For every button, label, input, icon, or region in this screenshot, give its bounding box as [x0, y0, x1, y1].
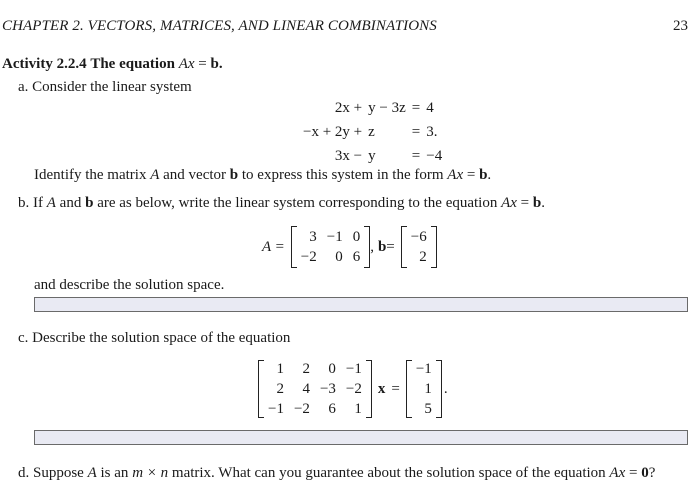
part-d-end: ? — [648, 465, 656, 481]
activity-title — [2, 56, 223, 73]
matrix-cell: 6 — [328, 401, 336, 417]
part-d-text: Suppose — [33, 465, 88, 481]
vector-cell: −6 — [410, 229, 427, 245]
system-term: 2x + — [334, 100, 363, 116]
matrix-cell: −3 — [319, 381, 336, 397]
system-row — [300, 96, 445, 120]
activity-title-math: Ax — [178, 56, 195, 72]
system-equals: = — [411, 124, 421, 140]
system-row — [300, 144, 445, 168]
identify-text: Identify the matrix — [34, 167, 151, 183]
linear-system — [300, 96, 445, 168]
identify-b: b — [229, 167, 239, 183]
part-d-text: matrix. What can you guarantee about the solution space of the equation — [168, 465, 610, 481]
vector-cell: −1 — [415, 361, 432, 377]
matrix-cell: 0 — [352, 229, 361, 245]
part-d-text: is an — [96, 465, 133, 481]
matrix-A — [297, 228, 364, 266]
part-b-end: . — [541, 195, 545, 211]
page-number: 23 — [673, 18, 688, 34]
part-d-Ax: Ax — [609, 465, 626, 481]
part-b-b: b — [85, 195, 94, 211]
part-b-prompt — [18, 195, 545, 212]
answer-box-b[interactable] — [34, 297, 688, 312]
vector-rhs — [412, 360, 436, 418]
identify-b2: b — [479, 167, 488, 183]
system-rhs: 4 — [426, 100, 434, 116]
part-d-mn: m × n — [132, 465, 169, 481]
identify-eq: = — [463, 167, 480, 183]
part-d-zero: 0 — [641, 465, 649, 481]
system-term: z — [368, 124, 375, 140]
system-term: 3x − — [334, 148, 363, 164]
vector-b-label: b — [377, 238, 387, 255]
part-b-eq: = — [516, 195, 533, 211]
part-b-b2: b — [532, 195, 542, 211]
system-rhs: 3. — [426, 124, 438, 140]
part-b-text: are as below, write the linear system corresponding to the equation — [93, 195, 502, 211]
system-equals: = — [411, 100, 421, 116]
matrix-cell: −1 — [326, 229, 343, 245]
system-row — [300, 120, 445, 144]
comma: , — [370, 238, 374, 255]
matrix-cell: 2 — [302, 361, 310, 377]
matrix-cell: −2 — [345, 381, 362, 397]
matrix-cell: −2 — [300, 249, 317, 265]
chapter-header: CHAPTER 2. VECTORS, MATRICES, AND LINEAR COMBINATIONS — [2, 18, 437, 34]
activity-label: Activity 2.2.4 — [2, 56, 87, 72]
matrix-cell: 1 — [354, 401, 362, 417]
part-c-matrix-equation — [258, 360, 448, 418]
right-bracket — [431, 226, 437, 268]
part-a-text: Consider the linear system — [32, 79, 192, 95]
vector-cell: 5 — [424, 401, 432, 417]
part-d-marker: d. — [18, 465, 30, 481]
matrix-cell: 1 — [276, 361, 284, 377]
part-b-marker: b. — [18, 195, 30, 211]
part-a-identify — [34, 167, 491, 184]
matrix-cell: −1 — [268, 401, 284, 417]
part-d-A: A — [87, 465, 97, 481]
activity-title-end: . — [218, 56, 223, 72]
matrix-M — [264, 360, 366, 418]
system-term: y — [368, 148, 376, 164]
identify-text: and vector — [159, 167, 230, 183]
part-a-marker: a. — [18, 79, 29, 95]
period: . — [443, 380, 448, 397]
matrix-cell: 2 — [276, 381, 284, 397]
part-c-marker: c. — [18, 330, 29, 346]
vector-cell: 1 — [424, 381, 432, 397]
part-b-describe: and describe the solution space. — [34, 277, 225, 293]
vector-b — [407, 228, 431, 266]
system-term: −x + 2y + — [303, 124, 363, 140]
system-equals: = — [411, 148, 421, 164]
system-term: y − 3z — [368, 100, 406, 116]
part-a-prompt — [18, 79, 192, 96]
matrix-cell: 0 — [328, 361, 336, 377]
identify-text: to express this system in the form — [238, 167, 448, 183]
part-b-A: A — [46, 195, 56, 211]
matrix-cell: 6 — [352, 249, 361, 265]
vector-x-label: x — [377, 380, 386, 397]
matrix-cell: −2 — [293, 401, 310, 417]
matrix-cell: 0 — [335, 249, 343, 265]
vector-b-eq: = — [386, 238, 395, 255]
answer-box-c[interactable] — [34, 430, 688, 445]
identify-A: A — [150, 167, 160, 183]
part-b-Ax: Ax — [501, 195, 517, 211]
identify-end: . — [487, 167, 492, 183]
matrix-cell: 4 — [302, 381, 310, 397]
matrix-A-label: A = — [262, 238, 285, 255]
part-d-eq: = — [625, 465, 642, 481]
part-b-matrix-equation — [262, 226, 437, 268]
identify-Ax: Ax — [447, 167, 464, 183]
activity-title-b: b — [210, 56, 219, 72]
matrix-cell: 3 — [309, 229, 317, 245]
vector-cell: 2 — [419, 249, 427, 265]
part-b-text: and — [55, 195, 86, 211]
activity-title-text: The equation — [90, 56, 175, 72]
part-b-text: If — [33, 195, 47, 211]
part-d-prompt — [18, 465, 655, 482]
part-c-prompt — [18, 330, 290, 347]
part-c-text: Describe the solution space of the equation — [32, 330, 291, 346]
system-rhs: −4 — [426, 148, 443, 164]
activity-title-eq: = — [194, 56, 211, 72]
equals-sign: = — [391, 380, 400, 397]
matrix-cell: −1 — [345, 361, 362, 377]
